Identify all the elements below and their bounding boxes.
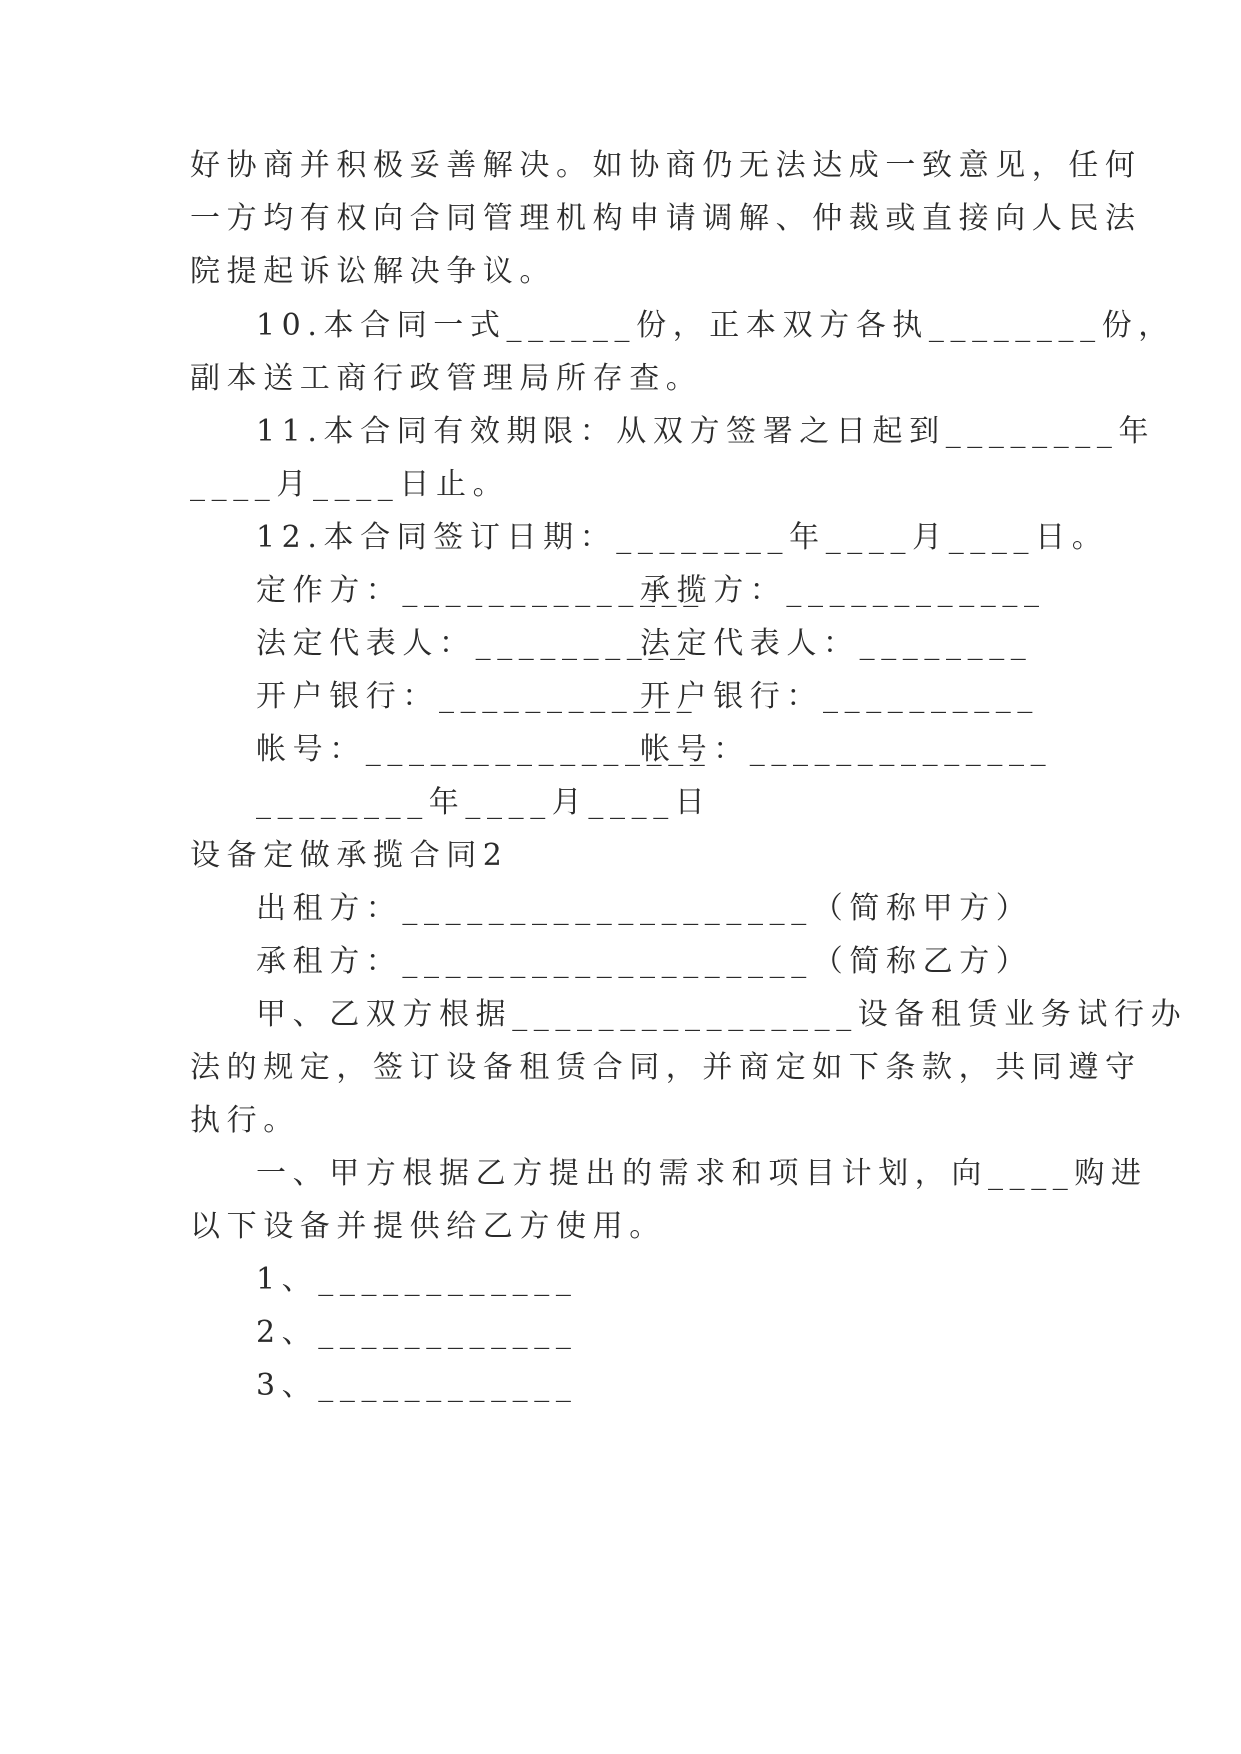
clause-10-line-1: 10.本合同一式______份，正本双方各执________份， [256,308,1175,343]
intro-line-3: 执行。 [190,1103,300,1138]
dispute-paragraph-line-2: 一方均有权向合同管理机构申请调解、仲裁或直接向人民法 [190,201,1142,236]
intro-line-2: 法的规定，签订设备租赁合同，并商定如下条款，共同遵守 [190,1050,1142,1085]
signature-contractor: 承揽方：____________ [640,573,1046,608]
signature-account-left: 帐号：________________ [256,732,712,767]
lessee-line: 承租方：___________________（简称乙方） [256,944,1033,979]
clause-one-line-2: 以下设备并提供给乙方使用。 [190,1209,666,1244]
equipment-item-2: 2、____________ [256,1315,578,1350]
clause-11-line-1: 11.本合同有效期限：从双方签署之日起到________年 [256,414,1156,449]
clause-12: 12.本合同签订日期：________年____月____日。 [256,520,1109,555]
signature-bank-left: 开户银行：____________ [256,679,699,714]
equipment-item-1: 1、____________ [256,1262,578,1297]
clause-one-line-1: 一、甲方根据乙方提出的需求和项目计划，向____购进 [256,1156,1148,1191]
dispute-paragraph-line-1: 好协商并积极妥善解决。如协商仍无法达成一致意见，任何 [190,148,1142,183]
clause-11-line-2: ____月____日止。 [190,467,510,502]
signature-legal-rep-left: 法定代表人：__________ [256,626,692,661]
intro-line-1: 甲、乙双方根据________________设备租赁业务试行办 [256,997,1188,1032]
contract-2-title: 设备定做承揽合同2 [190,838,509,873]
signature-account-right: 帐号：______________ [640,732,1053,767]
equipment-item-3: 3、____________ [256,1368,578,1403]
signature-legal-rep-right: 法定代表人：________ [640,626,1033,661]
lessor-line: 出租方：___________________（简称甲方） [256,891,1033,926]
signature-ordering-party: 定作方：______________ [256,573,705,608]
dispute-paragraph-line-3: 院提起诉讼解决争议。 [190,254,556,289]
signature-date: ________年____月____日 [256,785,712,820]
signature-bank-right: 开户银行：__________ [640,679,1039,714]
clause-10-line-2: 副本送工商行政管理局所存查。 [190,361,703,396]
